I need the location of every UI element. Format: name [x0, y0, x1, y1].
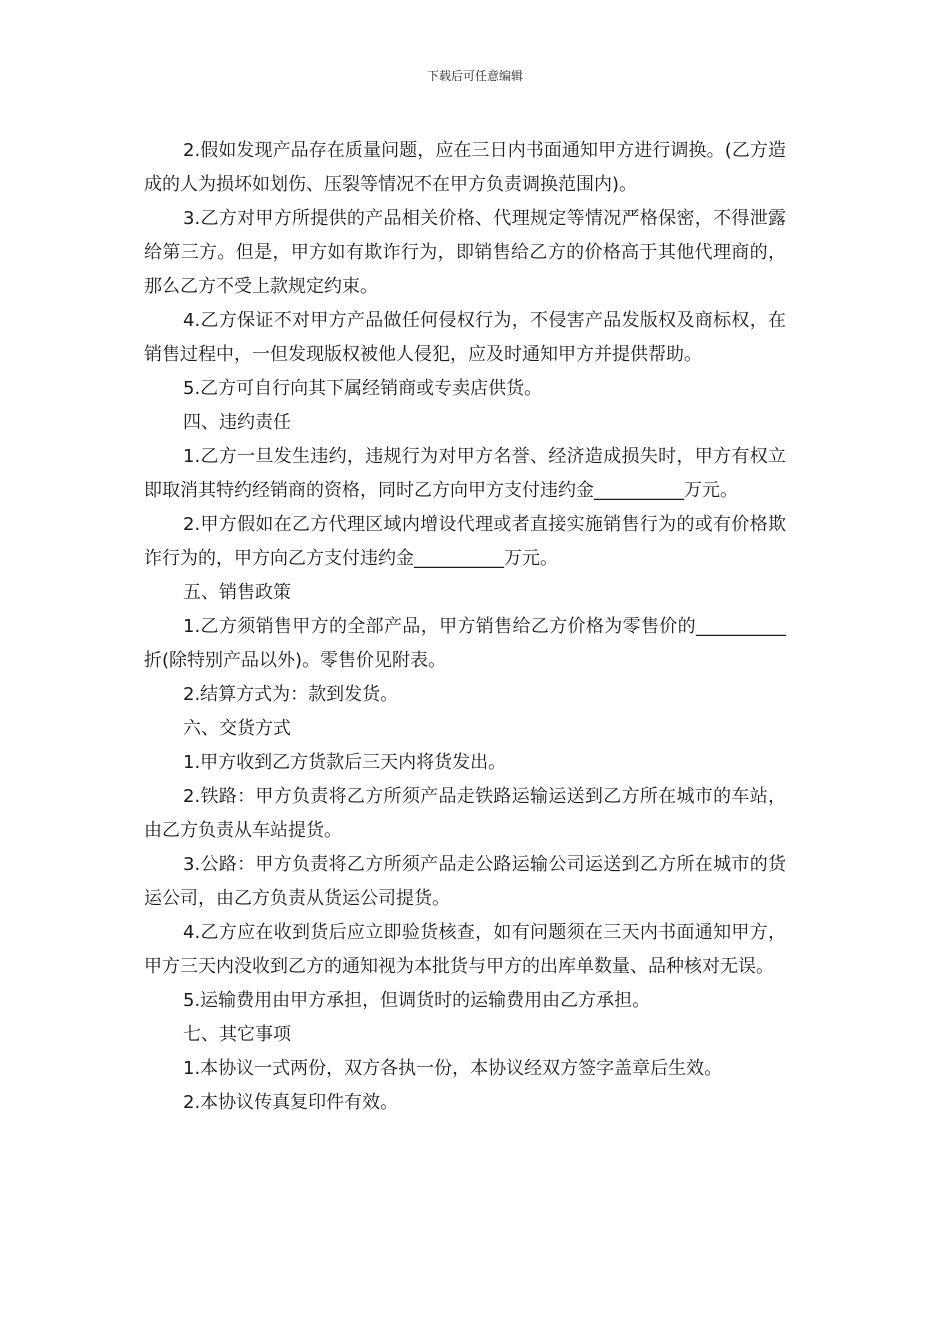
- paragraph-breach-party-b: 1.乙方一旦发生违约，违规行为对甲方名誉、经济造成损失时，甲方有权立即取消其特约经销商的资格，同时乙方向甲方支付违约金__________万元。: [144, 446, 786, 501]
- paragraph-freight-cost: 5.运输费用由甲方承担，但调货时的运输费用由乙方承担。: [183, 990, 651, 1011]
- document-body: [144, 134, 786, 1120]
- section-heading-other: 七、其它事项: [183, 1024, 291, 1045]
- paragraph-copies: 1.本协议一式两份，双方各执一份，本协议经双方签字盖章后生效。: [183, 1058, 723, 1079]
- paragraph-sales-discount: 1.乙方须销售甲方的全部产品，甲方销售给乙方价格为零售价的__________折(除特别产品以外)。零售价见附表。: [144, 616, 786, 671]
- paragraph-delivery-time: 1.甲方收到乙方货款后三天内将货发出。: [183, 752, 507, 773]
- section-heading-sales-policy: 五、销售政策: [183, 582, 291, 603]
- section-heading-delivery: 六、交货方式: [183, 718, 291, 739]
- paragraph-settlement: 2.结算方式为：款到发货。: [183, 684, 399, 705]
- paragraph-fax-valid: 2.本协议传真复印件有效。: [183, 1092, 399, 1113]
- paragraph-confidentiality: 3.乙方对甲方所提供的产品相关价格、代理规定等情况严格保密，不得泄露给第三方。但是，甲方如有欺诈行为，即销售给乙方的价格高于其他代理商的，那么乙方不受上款规定约束。: [144, 208, 786, 297]
- page-header: 下载后可任意编辑: [426, 69, 523, 83]
- paragraph-self-supply: 5.乙方可自行向其下属经销商或专卖店供货。: [183, 378, 543, 399]
- paragraph-no-infringement: 4.乙方保证不对甲方产品做任何侵权行为，不侵害产品发版权及商标权，在销售过程中，一但发现版权被他人侵犯，应及时通知甲方并提供帮助。: [144, 310, 786, 365]
- paragraph-inspection: 4.乙方应在收到货后应立即验货核查，如有问题须在三天内书面通知甲方，甲方三天内没收到乙方的通知视为本批货与甲方的出库单数量、品种核对无误。: [144, 922, 786, 977]
- paragraph-highway: 3.公路：甲方负责将乙方所须产品走公路运输公司运送到乙方所在城市的货运公司，由乙方负责从货运公司提货。: [144, 854, 786, 909]
- paragraph-railway: 2.铁路：甲方负责将乙方所须产品走铁路运输运送到乙方所在城市的车站，由乙方负责从车站提货。: [144, 786, 786, 841]
- paragraph-breach-party-a: 2.甲方假如在乙方代理区域内增设代理或者直接实施销售行为的或有价格欺诈行为的，甲方向乙方支付违约金__________万元。: [144, 514, 786, 569]
- section-heading-breach: 四、违约责任: [183, 412, 291, 433]
- paragraph-quality-issue: 2.假如发现产品存在质量问题，应在三日内书面通知甲方进行调换。(乙方造成的人为损坏如划伤、压裂等情况不在甲方负责调换范围内)。: [144, 140, 786, 195]
